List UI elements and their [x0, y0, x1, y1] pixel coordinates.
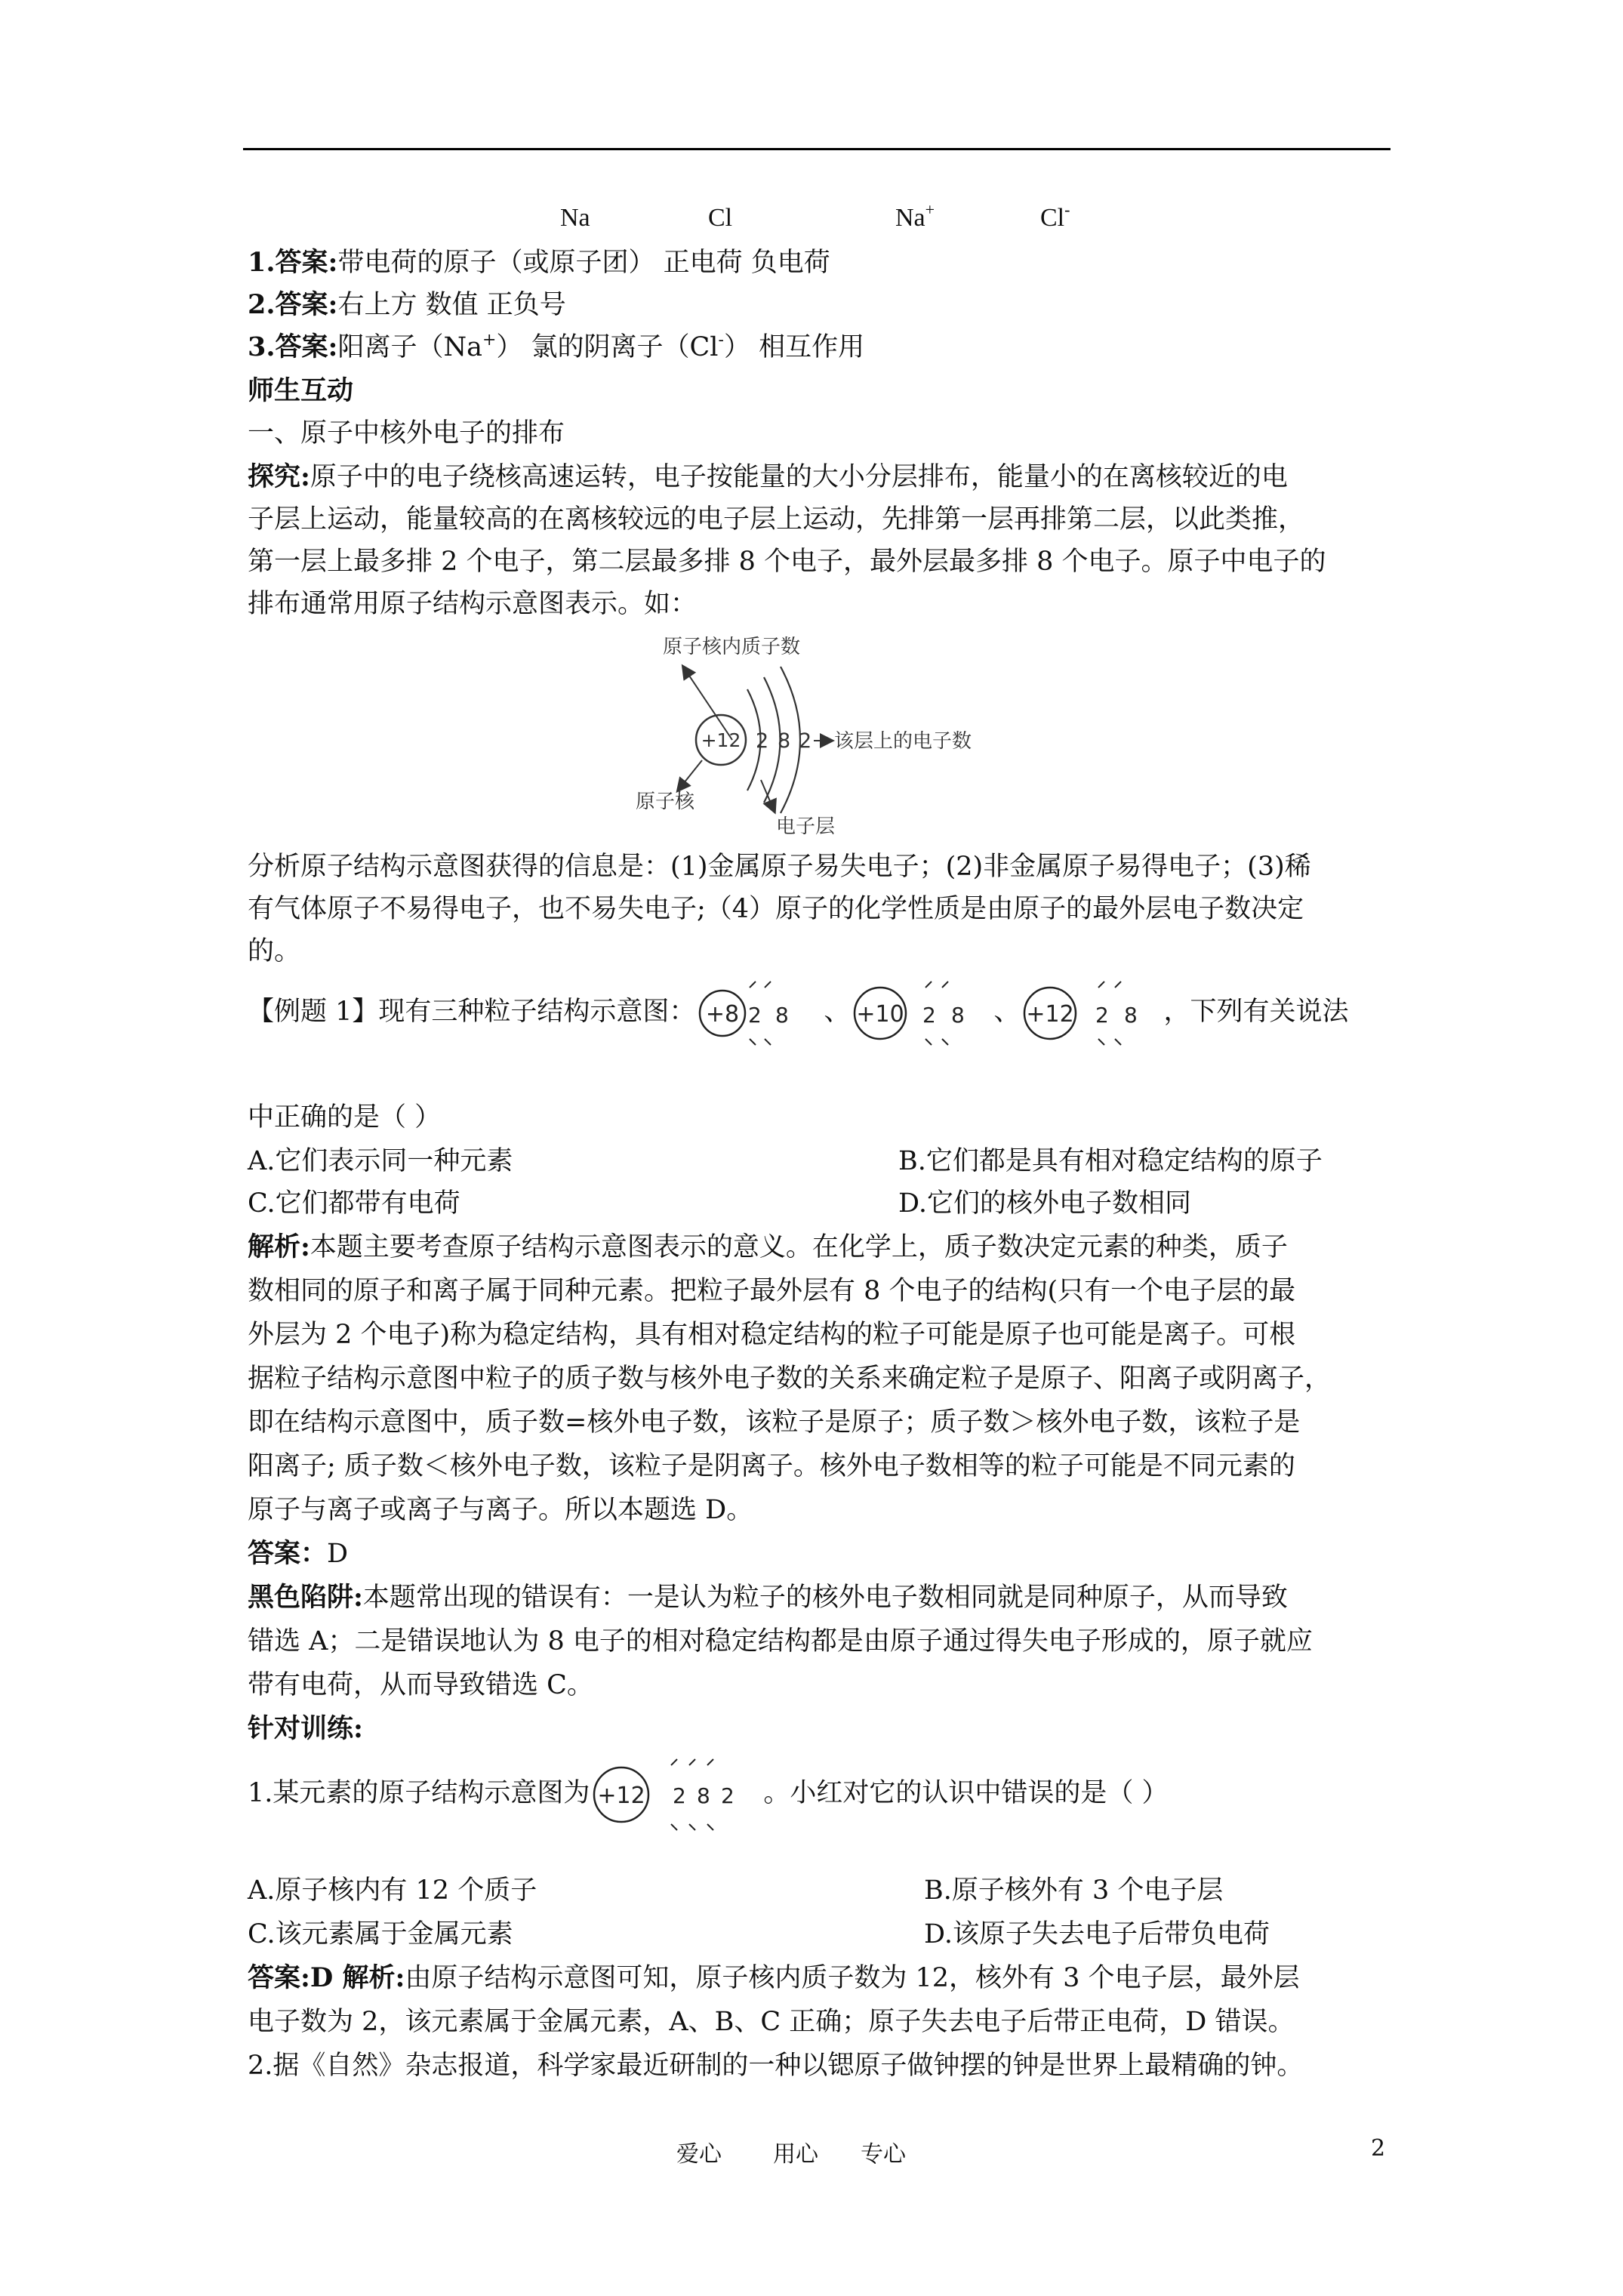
example1-analysis-1: 解析:本题主要考查原子结构示意图表示的意义。在化学上，质子数决定元素的种类，质子: [248, 1231, 1288, 1262]
svg-text:+10: +10: [856, 1000, 905, 1028]
footer-item-yongxin: 用心: [773, 2141, 818, 2168]
svg-text:8: 8: [697, 1783, 711, 1808]
ion-na: Na: [560, 204, 590, 232]
particle-diagram-ne: [850, 975, 993, 1051]
explore-line-4: 排布通常用原子结构示意图表示。如：: [248, 589, 698, 619]
explore-line-2: 子层上运动，能量较高的在离核较远的电子层上运动，先排第一层再排第二层，以此类推，: [248, 504, 1305, 535]
svg-text:8: 8: [775, 1002, 790, 1028]
pitfall-line-2: 错选 A；二是错误地认为 8 电子的相对稳定结构都是由原子通过得失电子形成的，原子就应: [248, 1626, 1313, 1657]
analysis-line-3: 的。: [248, 936, 301, 966]
page-number: 2: [1371, 2135, 1386, 2162]
example1-question-end: 中正确的是（ ）: [248, 1102, 442, 1133]
training-title: 针对训练:: [248, 1713, 363, 1744]
electron-count-3: 2: [799, 729, 812, 753]
example1-analysis-5: 即在结构示意图中，质子数=核外电子数，该粒子是原子；质子数＞核外电子数，该粒子是: [248, 1407, 1301, 1438]
svg-text:+12: +12: [597, 1782, 646, 1809]
ion-cl-minus: Cl-: [1040, 200, 1070, 232]
answer-3: 3.答案:阳离子（Na+） 氯的阴离子（Cl-） 相互作用: [248, 331, 865, 362]
label-proton-count: 原子核内质子数: [663, 636, 801, 658]
label-nucleus: 原子核: [636, 791, 695, 813]
analysis-line-2: 有气体原子不易得电子，也不易失电子;（4）原子的化学性质是由原子的最外层电子数决定: [248, 894, 1304, 924]
ion-na-plus: Na+: [895, 200, 935, 232]
example1-option-a: A.它们表示同一种元素: [248, 1146, 513, 1176]
svg-text:+12: +12: [1026, 1000, 1075, 1028]
arrow-nucleus: [678, 760, 702, 791]
answer-1: 1.答案:带电荷的原子（或原子团） 正电荷 负电荷: [248, 247, 830, 278]
example1-analysis-6: 阳离子; 质子数＜核外电子数，该粒子是阴离子。核外电子数相等的粒子可能是不同元素的: [248, 1451, 1295, 1481]
svg-text:2: 2: [673, 1783, 687, 1808]
atom-structure-diagram: [634, 630, 1027, 838]
explore-line-3: 第一层上最多排 2 个电子，第二层最多排 8 个电子，最外层最多排 8 个电子。原子中电子的: [248, 547, 1326, 577]
example1-option-b: B.它们都是具有相对稳定结构的原子: [898, 1146, 1323, 1176]
footer-item-zhuanxin: 专心: [861, 2141, 906, 2168]
q1-option-b: B.原子核外有 3 个电子层: [924, 1875, 1224, 1906]
q1-option-d: D.该原子失去电子后带负电荷: [924, 1919, 1270, 1949]
svg-text:2: 2: [1095, 1002, 1110, 1028]
example1-answer: 答案：D: [248, 1538, 349, 1569]
electron-count-2: 8: [778, 729, 791, 753]
label-layer-electrons: 该层上的电子数: [834, 730, 972, 753]
svg-text:8: 8: [1124, 1002, 1138, 1028]
example1-analysis-3: 外层为 2 个电子)称为稳定结构，具有相对稳定结构的粒子可能是原子也可能是离子。可根: [248, 1320, 1296, 1350]
q1-option-c: C.该元素属于金属元素: [248, 1919, 513, 1949]
pitfall-line-1: 黑色陷阱:本题常出现的错误有：一是认为粒子的核外电子数相同就是同种原子，从而导致: [248, 1582, 1288, 1613]
subsection-title: 一、原子中核外电子的排布: [248, 418, 565, 448]
section-title: 师生互动: [248, 375, 354, 406]
particle-diagram-mg: [1020, 975, 1163, 1051]
svg-text:2: 2: [748, 1002, 762, 1028]
example1-option-c: C.它们都带有电荷: [248, 1188, 460, 1219]
svg-text:2: 2: [922, 1002, 937, 1028]
example1-analysis-2: 数相同的原子和离子属于同种元素。把粒子最外层有 8 个电子的结构(只有一个电子层的最: [248, 1276, 1296, 1306]
q1-answer-line-2: 电子数为 2，该元素属于金属元素，A、B、C 正确；原子失去电子后带正电荷，D 错误。: [248, 2007, 1295, 2037]
q1-option-a: A.原子核内有 12 个质子: [248, 1875, 537, 1906]
svg-text:2: 2: [721, 1783, 735, 1808]
ion-cl: Cl: [708, 204, 733, 232]
svg-text:+8: +8: [706, 1000, 740, 1028]
training-q1: 1.某元素的原子结构示意图为 +12 2 8 2 。小红对它的认识中错误的是（ ）: [248, 1752, 1169, 1836]
example1-option-d: D.它们的核外电子数相同: [898, 1188, 1191, 1219]
pitfall-line-3: 带有电荷，从而导致错选 C。: [248, 1670, 593, 1700]
q2-line: 2.据《自然》杂志报道，科学家最近研制的一种以锶原子做钟摆的钟是世界上最精确的钟。: [248, 2051, 1304, 2081]
training-q1-diagram: [590, 1753, 763, 1836]
example1-stem: 【例题 1】现有三种粒子结构示意图： +8 2 8 、 +10 2 8 、 +12 2 8 ，下列有关说法: [248, 974, 1348, 1051]
electron-count-1: 2: [756, 729, 769, 753]
nucleus-charge: +12: [701, 729, 741, 751]
example1-analysis-4: 据粒子结构示意图中粒子的质子数与核外电子数的关系来确定粒子是原子、阳离子或阴离子，: [248, 1364, 1332, 1394]
analysis-line-1: 分析原子结构示意图获得的信息是：(1)金属原子易失电子；(2)非金属原子易得电子；(3)稀: [248, 852, 1311, 882]
q1-answer-line-1: 答案:D 解析:由原子结构示意图可知，原子核内质子数为 12，核外有 3 个电子层，最外层: [248, 1962, 1300, 1993]
svg-text:8: 8: [951, 1002, 965, 1028]
answer-2: 2.答案:右上方 数值 正负号: [248, 289, 566, 320]
footer-item-aixin: 爱心: [676, 2141, 722, 2168]
label-shell: 电子层: [776, 815, 836, 838]
header-rule: [243, 148, 1390, 150]
example1-analysis-7: 原子与离子或离子与离子。所以本题选 D。: [248, 1495, 753, 1525]
particle-diagram-o: [695, 975, 824, 1051]
explore-line-1: 探究:原子中的电子绕核高速运转，电子按能量的大小分层排布，能量小的在离核较近的电: [248, 461, 1288, 492]
